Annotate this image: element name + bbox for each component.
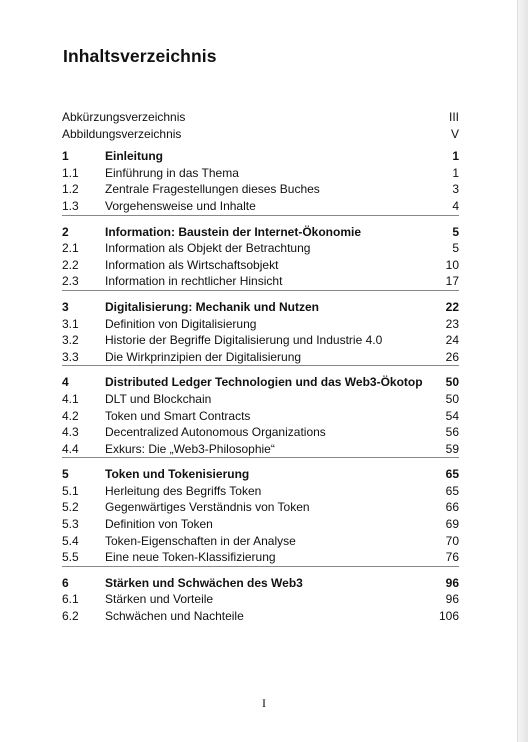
- section-title: Schwächen und Nachteile: [105, 609, 244, 624]
- section-number: 5.4: [62, 533, 79, 548]
- toc-chapter-6[interactable]: [62, 575, 459, 592]
- toc-section-4-2[interactable]: [62, 408, 459, 425]
- toc-chapter-3[interactable]: [62, 299, 459, 316]
- section-title: Herleitung des Begriffs Token: [105, 483, 262, 498]
- section-number: 4.3: [62, 425, 79, 440]
- toc-section-4-3[interactable]: [62, 424, 459, 441]
- section-number: 5.3: [62, 517, 79, 532]
- section-page: 69: [445, 517, 459, 532]
- chapter-title: Distributed Ledger Technologien und das Web3-Ökotop: [105, 375, 423, 390]
- chapter-number: 2: [62, 224, 69, 239]
- toc-section-3-2[interactable]: [62, 332, 459, 349]
- section-number: 1.2: [62, 182, 79, 197]
- section-number: 5.5: [62, 550, 79, 565]
- page-number-footer: I: [262, 696, 266, 710]
- toc-chapter-5[interactable]: [62, 466, 459, 483]
- chapter-number: 1: [62, 149, 69, 164]
- section-number: 6.1: [62, 592, 79, 607]
- section-page: 54: [445, 408, 459, 423]
- chapter-title: Stärken und Schwächen des Web3: [105, 575, 303, 590]
- section-title: Information als Objekt der Betrachtung: [105, 241, 311, 256]
- toc-section-5-1[interactable]: [62, 483, 459, 500]
- chapter-page: 22: [445, 299, 459, 314]
- section-page: 17: [445, 274, 459, 289]
- toc-section-6-1[interactable]: [62, 591, 459, 608]
- toc-section-1-1[interactable]: [62, 165, 459, 182]
- section-number: 1.3: [62, 198, 79, 213]
- toc-section-5-4[interactable]: [62, 533, 459, 550]
- section-number: 3.2: [62, 333, 79, 348]
- chapter-divider: [62, 457, 459, 466]
- section-number: 4.1: [62, 391, 79, 406]
- section-title: Decentralized Autonomous Organizations: [105, 425, 326, 440]
- section-page: 66: [445, 500, 459, 515]
- section-title: Eine neue Token-Klassifizierung: [105, 550, 276, 565]
- toc-entry-figures[interactable]: [62, 126, 459, 143]
- section-page: 65: [445, 483, 459, 498]
- section-page: 70: [445, 533, 459, 548]
- section-number: 2.3: [62, 274, 79, 289]
- toc-section-5-3[interactable]: [62, 516, 459, 533]
- section-number: 6.2: [62, 609, 79, 624]
- section-page: 1: [452, 165, 459, 180]
- section-number: 2.1: [62, 241, 79, 256]
- toc-chapter-2[interactable]: [62, 224, 459, 241]
- chapter-title: Einleitung: [105, 149, 163, 164]
- section-title: Stärken und Vorteile: [105, 592, 214, 607]
- chapter-divider: [62, 215, 459, 224]
- section-number: 3.3: [62, 349, 79, 364]
- section-title: Zentrale Fragestellungen dieses Buches: [105, 182, 320, 197]
- toc-section-2-1[interactable]: [62, 240, 459, 257]
- chapter-number: 6: [62, 575, 69, 590]
- section-title: Gegenwärtiges Verständnis von Token: [105, 500, 310, 515]
- section-title: Exkurs: Die „Web3-Philosophie“: [105, 441, 275, 456]
- chapter-number: 4: [62, 375, 69, 390]
- chapter-page: 65: [445, 467, 459, 482]
- page-edge: [517, 0, 528, 742]
- toc-section-6-2[interactable]: [62, 608, 459, 625]
- section-number: 5.1: [62, 483, 79, 498]
- section-number: 1.1: [62, 165, 79, 180]
- toc-entry-page: V: [450, 126, 459, 141]
- section-number: 2.2: [62, 257, 79, 272]
- chapter-title: Information: Baustein der Internet-Ökonomie: [105, 224, 362, 239]
- section-page: 4: [452, 198, 459, 213]
- section-page: 96: [445, 592, 459, 607]
- section-title: Token-Eigenschaften in der Analyse: [105, 533, 296, 548]
- section-page: 10: [445, 257, 459, 272]
- section-page: 3: [452, 182, 459, 197]
- chapter-divider: [62, 566, 459, 575]
- toc-section-2-3[interactable]: [62, 273, 459, 290]
- section-title: DLT und Blockchain: [105, 391, 212, 406]
- chapter-divider: [62, 365, 459, 374]
- section-number: 3.1: [62, 316, 79, 331]
- section-title: Definition von Token: [105, 517, 213, 532]
- section-page: 24: [445, 333, 459, 348]
- section-page: 23: [445, 316, 459, 331]
- chapter-page: 96: [445, 575, 459, 590]
- chapter-page: 1: [452, 149, 459, 164]
- section-title: Token und Smart Contracts: [105, 408, 251, 423]
- toc-entry-label: Abbildungsverzeichnis: [62, 126, 182, 141]
- chapter-page: 50: [445, 375, 459, 390]
- toc-section-5-5[interactable]: [62, 549, 459, 566]
- toc-entry-abbreviations[interactable]: [62, 109, 459, 126]
- toc-entry-label: Abkürzungsverzeichnis: [62, 110, 186, 124]
- toc-chapter-1[interactable]: [62, 148, 459, 165]
- toc-section-2-2[interactable]: [62, 257, 459, 274]
- section-page: 59: [445, 441, 459, 456]
- section-title: Die Wirkprinzipien der Digitalisierung: [105, 349, 302, 364]
- chapter-title: Token und Tokenisierung: [105, 467, 250, 482]
- section-title: Information als Wirtschaftsobjekt: [105, 257, 279, 272]
- section-title: Historie der Begriffe Digitalisierung und Industrie 4.0: [105, 333, 383, 348]
- toc-section-5-2[interactable]: [62, 499, 459, 516]
- chapter-title: Digitalisierung: Mechanik und Nutzen: [105, 299, 320, 314]
- toc-section-4-4[interactable]: [62, 441, 459, 458]
- section-page: 50: [445, 391, 459, 406]
- chapter-page: 5: [452, 224, 459, 239]
- toc-section-4-1[interactable]: [62, 391, 459, 408]
- toc-section-3-3[interactable]: [62, 349, 459, 366]
- section-number: 4.4: [62, 441, 79, 456]
- chapter-number: 3: [62, 299, 69, 314]
- section-page: 76: [445, 550, 459, 565]
- section-title: Definition von Digitalisierung: [105, 316, 257, 331]
- section-page: 5: [452, 241, 459, 256]
- chapter-number: 5: [62, 467, 69, 482]
- section-title: Vorgehensweise und Inhalte: [105, 198, 256, 213]
- section-number: 4.2: [62, 408, 79, 423]
- toc-section-3-1[interactable]: [62, 316, 459, 333]
- chapter-divider: [62, 290, 459, 299]
- section-title: Information in rechtlicher Hinsicht: [105, 274, 283, 289]
- section-page: 26: [445, 349, 459, 364]
- section-number: 5.2: [62, 500, 79, 515]
- toc-section-1-2[interactable]: [62, 181, 459, 198]
- toc-section-1-3[interactable]: [62, 198, 459, 215]
- toc-chapter-4[interactable]: [62, 374, 459, 391]
- table-of-contents: [62, 109, 459, 625]
- section-title: Einführung in das Thema: [105, 165, 239, 180]
- toc-entry-page: III: [448, 110, 459, 124]
- page-title: Inhaltsverzeichnis: [63, 46, 217, 66]
- section-page: 106: [438, 609, 459, 624]
- section-page: 56: [445, 425, 459, 440]
